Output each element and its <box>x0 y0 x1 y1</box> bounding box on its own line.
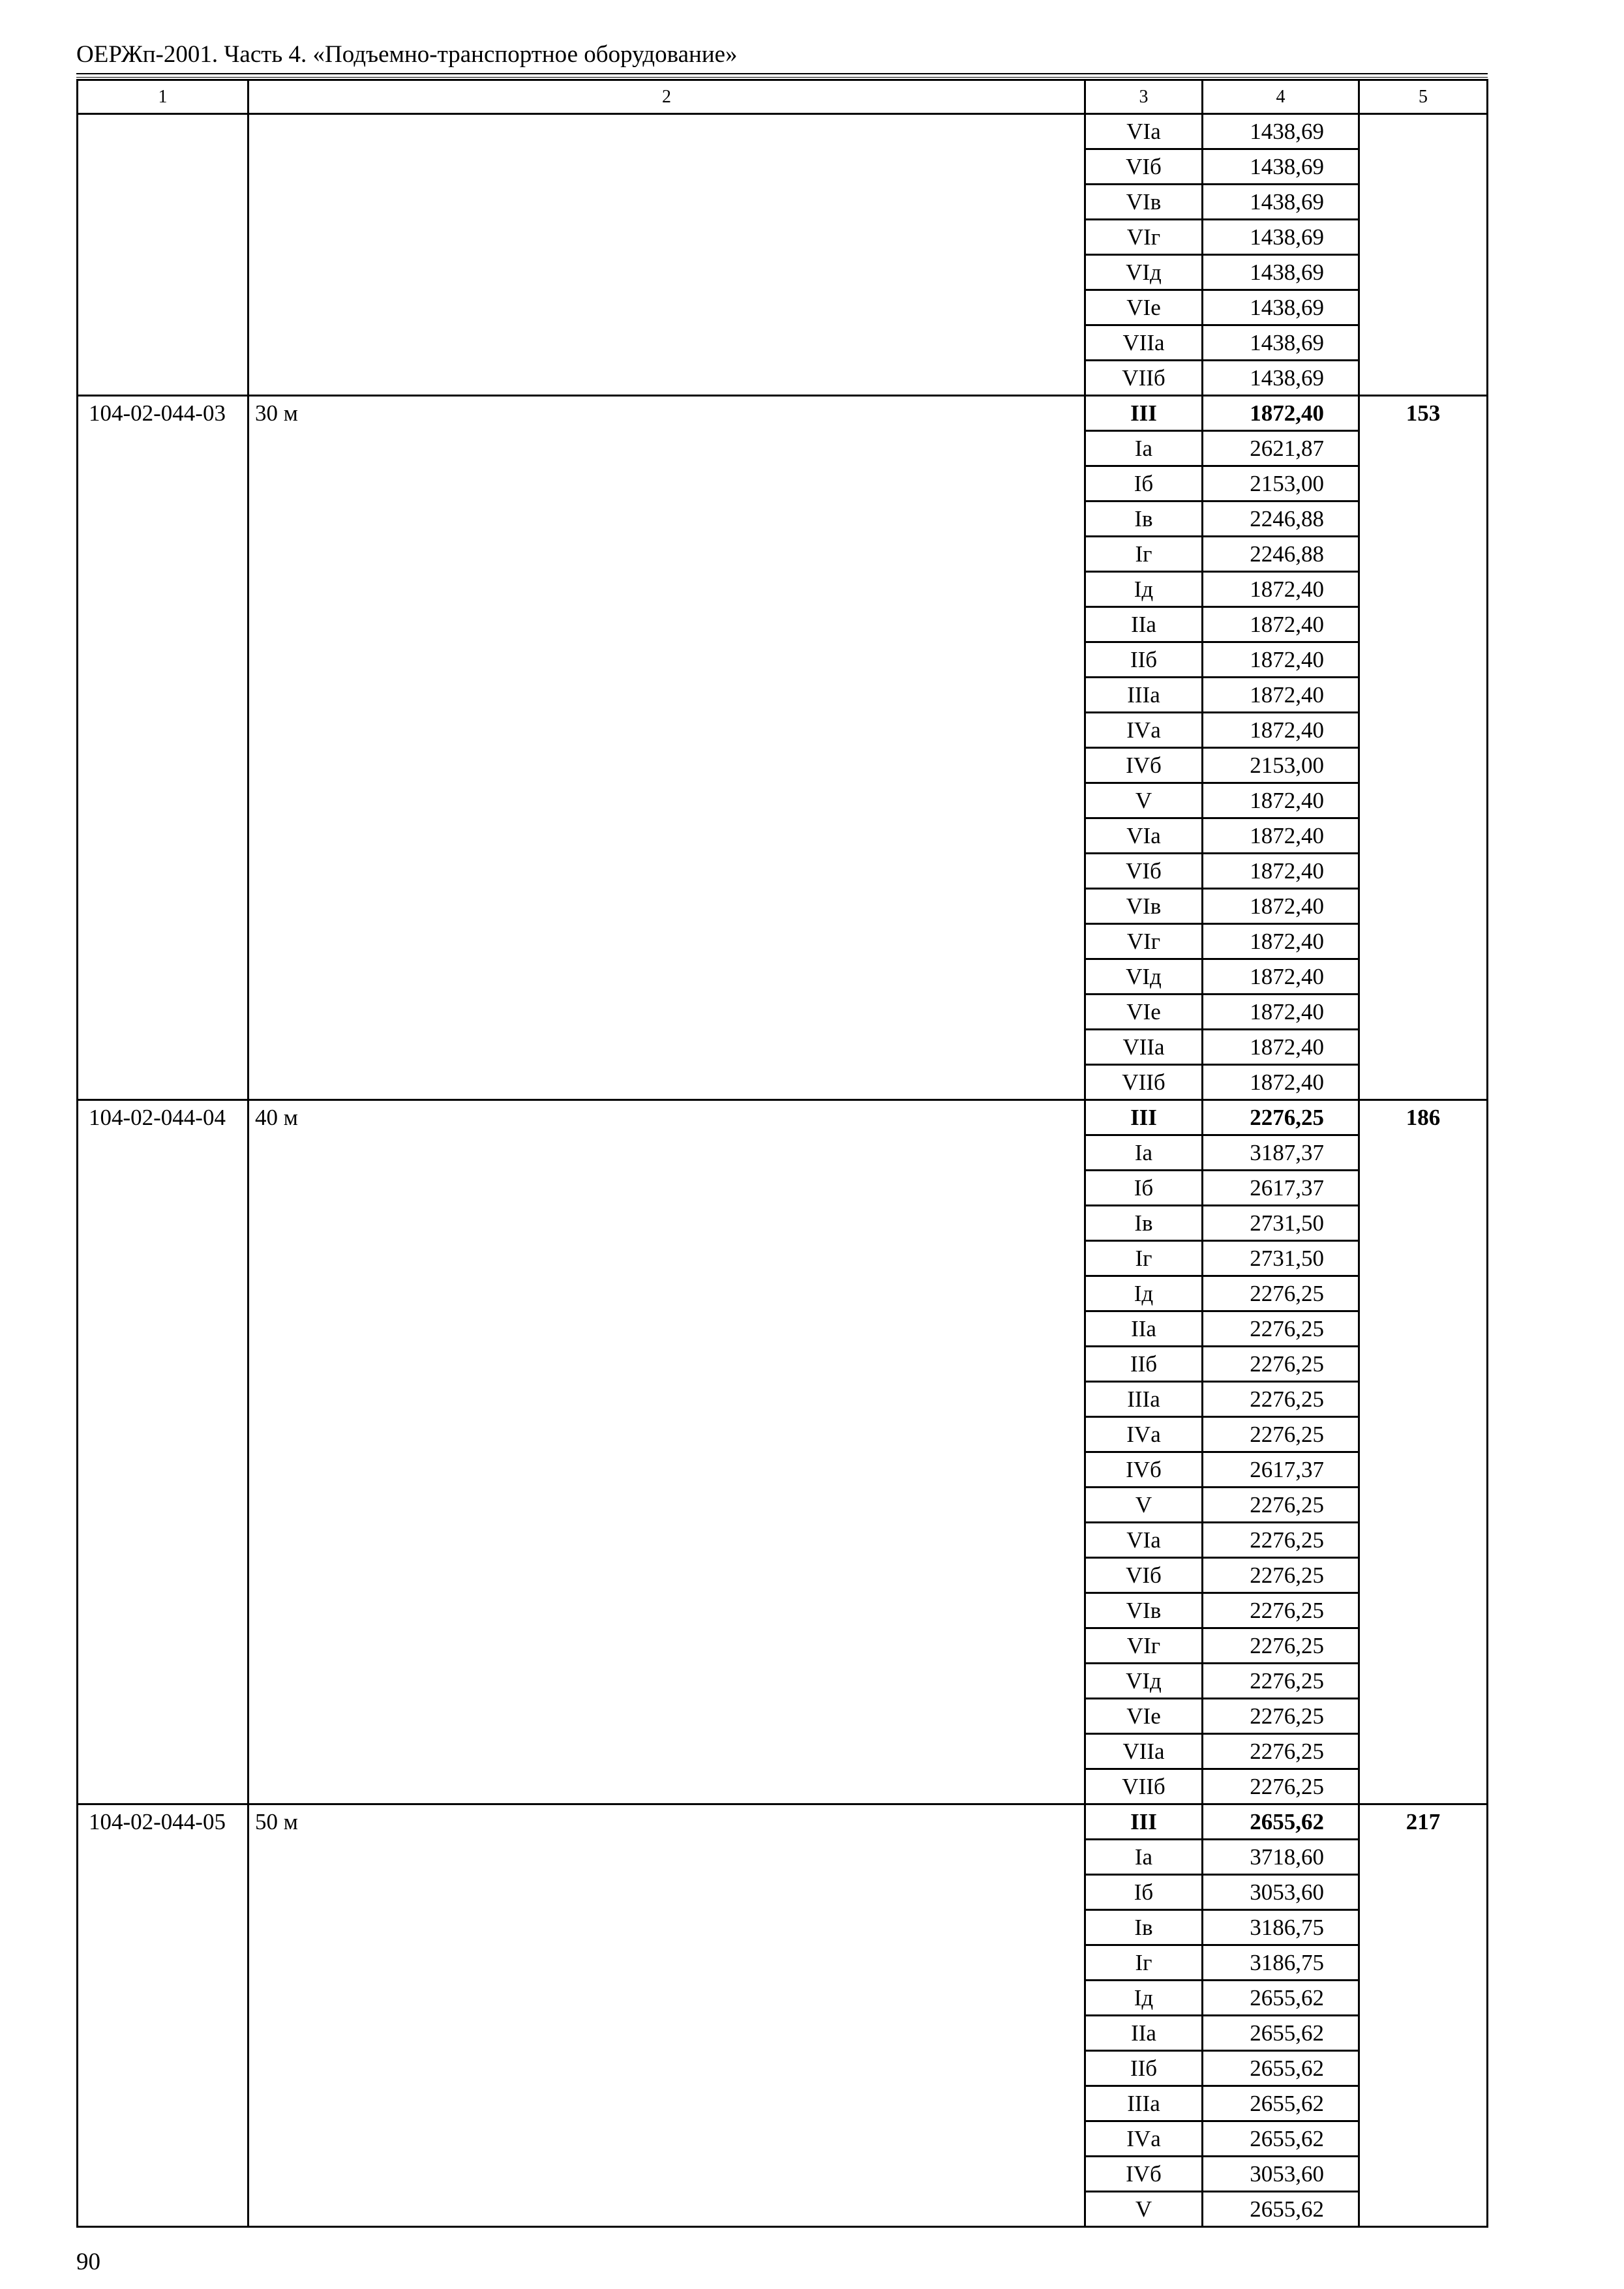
price-cell: 1872,40 <box>1203 678 1359 713</box>
zone-cell: VIе <box>1085 1699 1203 1734</box>
zone-cell: III <box>1085 396 1203 431</box>
zone-cell: VIIа <box>1085 1734 1203 1769</box>
price-cell: 2276,25 <box>1203 1769 1359 1804</box>
table-row <box>78 1804 1488 1840</box>
zone-cell: Iа <box>1085 431 1203 466</box>
table-row <box>78 114 1488 149</box>
zone-cell: Iв <box>1085 1910 1203 1945</box>
zone-cell: Iб <box>1085 466 1203 501</box>
zone-cell: VIа <box>1085 818 1203 854</box>
price-cell: 1872,40 <box>1203 713 1359 748</box>
zone-cell: V <box>1085 1488 1203 1523</box>
price-cell: 2621,87 <box>1203 431 1359 466</box>
zone-cell: IIа <box>1085 607 1203 642</box>
price-cell: 1872,40 <box>1203 924 1359 959</box>
zone-cell: VIв <box>1085 1593 1203 1628</box>
price-cell: 2276,25 <box>1203 1311 1359 1347</box>
price-cell: 2276,25 <box>1203 1523 1359 1558</box>
zone-cell: VIг <box>1085 924 1203 959</box>
price-cell: 3186,75 <box>1203 1945 1359 1981</box>
price-cell: 2246,88 <box>1203 537 1359 572</box>
zone-cell: III <box>1085 1100 1203 1135</box>
zone-cell: Iг <box>1085 1241 1203 1276</box>
price-cell: 2276,25 <box>1203 1347 1359 1382</box>
zone-cell: IIа <box>1085 1311 1203 1347</box>
name-cell <box>248 114 1085 396</box>
zone-cell: VIд <box>1085 959 1203 995</box>
price-cell: 3187,37 <box>1203 1135 1359 1171</box>
table-row <box>78 1100 1488 1135</box>
price-cell: 1872,40 <box>1203 959 1359 995</box>
column-number: 2 <box>248 80 1085 114</box>
column-number: 4 <box>1203 80 1359 114</box>
code-cell: 104-02-044-03 <box>78 396 248 1100</box>
price-cell: 1438,69 <box>1203 290 1359 325</box>
price-cell: 2276,25 <box>1203 1664 1359 1699</box>
zone-cell: VIд <box>1085 255 1203 290</box>
column-number: 3 <box>1085 80 1203 114</box>
code-cell: 104-02-044-04 <box>78 1100 248 1804</box>
zone-cell: Iд <box>1085 1981 1203 2016</box>
zone-cell: Iд <box>1085 1276 1203 1311</box>
zone-cell: Iб <box>1085 1171 1203 1206</box>
zone-cell: IIIа <box>1085 1382 1203 1417</box>
price-cell: 1438,69 <box>1203 255 1359 290</box>
price-cell: 2276,25 <box>1203 1734 1359 1769</box>
col5-cell <box>1359 114 1488 396</box>
table-row <box>78 396 1488 431</box>
zone-cell: IVб <box>1085 1452 1203 1488</box>
zone-cell: VIв <box>1085 185 1203 220</box>
code-cell: 104-02-044-05 <box>78 1804 248 2227</box>
zone-cell: Iб <box>1085 1875 1203 1910</box>
zone-cell: VIIб <box>1085 1065 1203 1100</box>
header-rule <box>76 73 1488 74</box>
price-cell: 1872,40 <box>1203 995 1359 1030</box>
price-cell: 2731,50 <box>1203 1206 1359 1241</box>
price-cell: 1872,40 <box>1203 818 1359 854</box>
price-cell: 2153,00 <box>1203 466 1359 501</box>
price-cell: 1438,69 <box>1203 185 1359 220</box>
price-cell: 2276,25 <box>1203 1488 1359 1523</box>
zone-cell: Iг <box>1085 537 1203 572</box>
price-cell: 2655,62 <box>1203 2192 1359 2227</box>
zone-cell: Iд <box>1085 572 1203 607</box>
price-cell: 1872,40 <box>1203 854 1359 889</box>
price-cell: 1872,40 <box>1203 396 1359 431</box>
zone-cell: IVа <box>1085 1417 1203 1452</box>
zone-cell: VIд <box>1085 1664 1203 1699</box>
price-cell: 2617,37 <box>1203 1171 1359 1206</box>
zone-cell: Iв <box>1085 1206 1203 1241</box>
zone-cell: VIа <box>1085 114 1203 149</box>
price-cell: 2655,62 <box>1203 1981 1359 2016</box>
price-cell: 2276,25 <box>1203 1593 1359 1628</box>
price-cell: 2276,25 <box>1203 1558 1359 1593</box>
price-cell: 1438,69 <box>1203 361 1359 396</box>
rates-table <box>76 79 1488 2228</box>
price-cell: 1438,69 <box>1203 325 1359 361</box>
name-cell: 30 м <box>248 396 1085 1100</box>
price-cell: 2655,62 <box>1203 2016 1359 2051</box>
column-number-row <box>78 80 1488 114</box>
zone-cell: VIе <box>1085 995 1203 1030</box>
col5-cell: 217 <box>1359 1804 1488 2227</box>
price-cell: 1438,69 <box>1203 114 1359 149</box>
price-cell: 3053,60 <box>1203 2157 1359 2192</box>
zone-cell: VIа <box>1085 1523 1203 1558</box>
price-cell: 2276,25 <box>1203 1100 1359 1135</box>
col5-cell: 186 <box>1359 1100 1488 1804</box>
zone-cell: VIIб <box>1085 1769 1203 1804</box>
page-number: 90 <box>76 2249 100 2275</box>
price-cell: 1872,40 <box>1203 607 1359 642</box>
zone-cell: VIIа <box>1085 325 1203 361</box>
zone-cell: IVб <box>1085 748 1203 783</box>
zone-cell: VIб <box>1085 1558 1203 1593</box>
price-cell: 2617,37 <box>1203 1452 1359 1488</box>
zone-cell: VIб <box>1085 854 1203 889</box>
zone-cell: IIб <box>1085 1347 1203 1382</box>
zone-cell: III <box>1085 1804 1203 1840</box>
price-cell: 2655,62 <box>1203 1804 1359 1840</box>
header-rule-thin <box>76 77 1488 78</box>
price-cell: 1872,40 <box>1203 889 1359 924</box>
zone-cell: Iа <box>1085 1135 1203 1171</box>
zone-cell: V <box>1085 2192 1203 2227</box>
price-cell: 3053,60 <box>1203 1875 1359 1910</box>
price-cell: 2655,62 <box>1203 2051 1359 2086</box>
zone-cell: IIа <box>1085 2016 1203 2051</box>
zone-cell: IVа <box>1085 713 1203 748</box>
zone-cell: Iа <box>1085 1840 1203 1875</box>
page-header-title: ОЕРЖп-2001. Часть 4. «Подъемно-транспортное оборудование» <box>76 41 738 68</box>
zone-cell: VIIб <box>1085 361 1203 396</box>
zone-cell: IIб <box>1085 2051 1203 2086</box>
col5-cell: 153 <box>1359 396 1488 1100</box>
zone-cell: VIг <box>1085 1628 1203 1664</box>
name-cell: 40 м <box>248 1100 1085 1804</box>
price-cell: 1872,40 <box>1203 642 1359 678</box>
zone-cell: IIIа <box>1085 678 1203 713</box>
price-cell: 2276,25 <box>1203 1382 1359 1417</box>
zone-cell: Iг <box>1085 1945 1203 1981</box>
zone-cell: VIIа <box>1085 1030 1203 1065</box>
zone-cell: IVа <box>1085 2121 1203 2157</box>
zone-cell: Iв <box>1085 501 1203 537</box>
price-cell: 2731,50 <box>1203 1241 1359 1276</box>
zone-cell: VIг <box>1085 220 1203 255</box>
zone-cell: VIб <box>1085 149 1203 185</box>
price-cell: 2153,00 <box>1203 748 1359 783</box>
price-cell: 3718,60 <box>1203 1840 1359 1875</box>
price-cell: 2655,62 <box>1203 2121 1359 2157</box>
price-cell: 2276,25 <box>1203 1628 1359 1664</box>
zone-cell: IVб <box>1085 2157 1203 2192</box>
column-number: 1 <box>78 80 248 114</box>
zone-cell: VIв <box>1085 889 1203 924</box>
name-cell: 50 м <box>248 1804 1085 2227</box>
price-cell: 1872,40 <box>1203 783 1359 818</box>
price-cell: 2246,88 <box>1203 501 1359 537</box>
code-cell <box>78 114 248 396</box>
price-cell: 1872,40 <box>1203 1065 1359 1100</box>
price-cell: 2655,62 <box>1203 2086 1359 2121</box>
price-cell: 1438,69 <box>1203 220 1359 255</box>
price-cell: 1872,40 <box>1203 572 1359 607</box>
price-cell: 2276,25 <box>1203 1276 1359 1311</box>
zone-cell: IIIа <box>1085 2086 1203 2121</box>
price-cell: 1872,40 <box>1203 1030 1359 1065</box>
price-cell: 1438,69 <box>1203 149 1359 185</box>
price-cell: 3186,75 <box>1203 1910 1359 1945</box>
zone-cell: IIб <box>1085 642 1203 678</box>
column-number: 5 <box>1359 80 1488 114</box>
zone-cell: V <box>1085 783 1203 818</box>
price-cell: 2276,25 <box>1203 1699 1359 1734</box>
zone-cell: VIе <box>1085 290 1203 325</box>
price-cell: 2276,25 <box>1203 1417 1359 1452</box>
